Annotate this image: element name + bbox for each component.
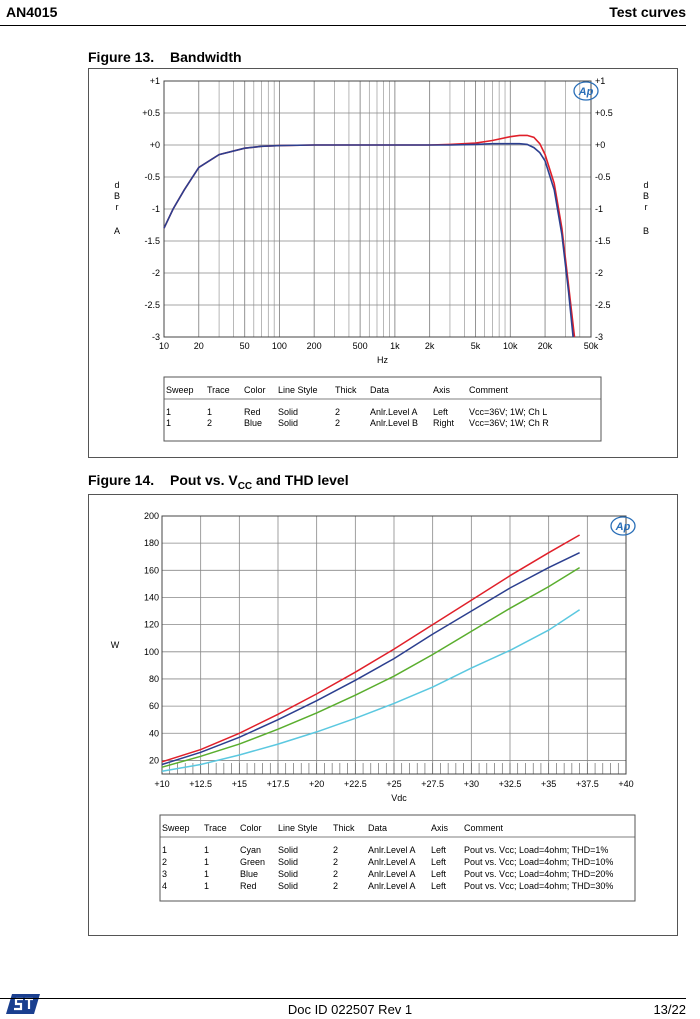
bandwidth-ylabel-right: r [644, 202, 648, 212]
pout-series-cyan [162, 610, 580, 772]
pout-xtick: +40 [618, 779, 634, 789]
header-doc-code: AN4015 [6, 4, 58, 20]
bandwidth-legend-header: Color [244, 385, 266, 395]
pout-legend-cell: Anlr.Level A [368, 869, 416, 879]
bandwidth-legend-cell: 1 [207, 407, 213, 417]
bandwidth-ytick-right: +0 [595, 140, 606, 150]
bandwidth-legend-header: Trace [207, 385, 230, 395]
ap-logo-icon [611, 517, 635, 535]
bandwidth-ylabel-right: B [642, 226, 650, 236]
bandwidth-legend-header: Axis [433, 385, 451, 395]
pout-ytick: 80 [148, 673, 159, 684]
bandwidth-xtick: 500 [352, 341, 368, 351]
pout-ytick: 60 [148, 701, 159, 712]
bandwidth-ytick-right: -1 [595, 204, 604, 214]
bandwidth-legend-cell: 2 [335, 418, 341, 428]
pout-legend-header: Comment [464, 823, 504, 833]
pout-legend-cell: Left [431, 845, 447, 855]
figure-14-caption-post: and THD level [252, 472, 349, 488]
pout-legend-cell: 3 [162, 869, 168, 879]
header-rule [0, 25, 686, 26]
footer-rule [0, 998, 686, 999]
bandwidth-ytick-right: -0.5 [595, 172, 611, 182]
pout-legend-cell: 2 [162, 857, 168, 867]
pout-legend-cell: Left [431, 881, 447, 891]
pout-xtick: +22.5 [343, 779, 367, 789]
bandwidth-ylabel-right: d [643, 180, 649, 190]
bandwidth-legend-cell: Solid [278, 407, 299, 417]
pout-legend-cell: 1 [204, 869, 210, 879]
bandwidth-ytick-left: -1 [151, 204, 160, 214]
pout-legend-cell: Pout vs. Vcc; Load=4ohm; THD=30% [464, 881, 614, 891]
pout-legend-cell: 1 [204, 845, 210, 855]
bandwidth-legend-cell: Left [433, 407, 449, 417]
bandwidth-legend-cell: 2 [335, 407, 341, 417]
pout-legend-header: Thick [333, 823, 355, 833]
pout-legend-header: Color [240, 823, 262, 833]
bandwidth-ytick-right: +1 [595, 76, 606, 86]
header-section: Test curves [609, 4, 686, 20]
pout-xtick: +20 [309, 779, 325, 789]
figure-13-caption: Bandwidth [170, 49, 242, 65]
bandwidth-ytick-left: +0.5 [142, 108, 160, 118]
pout-legend-cell: 2 [333, 857, 339, 867]
bandwidth-ytick-right: -2 [595, 268, 604, 278]
pout-legend-cell: 1 [204, 881, 210, 891]
pout-legend-cell: Green [240, 857, 266, 867]
bandwidth-legend-cell: Vcc=36V; 1W; Ch L [469, 407, 548, 417]
figure-14-number: Figure 14. [88, 472, 155, 488]
bandwidth-chart [89, 69, 677, 457]
bandwidth-xtick: 200 [306, 341, 322, 351]
bandwidth-ytick-right: -1.5 [595, 236, 611, 246]
bandwidth-ylabel-left: A [113, 226, 121, 236]
bandwidth-legend-header: Comment [469, 385, 509, 395]
pout-legend-cell: Anlr.Level A [368, 881, 416, 891]
bandwidth-legend-cell: Anlr.Level B [370, 418, 419, 428]
bandwidth-xtick: 50 [239, 341, 250, 351]
pout-legend-cell: Solid [278, 869, 299, 879]
bandwidth-legend-cell: 2 [207, 418, 213, 428]
pout-legend-cell: Red [240, 881, 257, 891]
pout-legend-cell: Pout vs. Vcc; Load=4ohm; THD=10% [464, 857, 614, 867]
figure-13-title [88, 49, 242, 65]
figure-13-frame [88, 68, 678, 458]
bandwidth-xtick: 20 [193, 341, 204, 351]
bandwidth-legend-header: Line Style [278, 385, 318, 395]
pout-legend-header: Sweep [162, 823, 190, 833]
pout-legend-cell: Solid [278, 857, 299, 867]
pout-ytick: 180 [143, 538, 159, 549]
bandwidth-legend-cell: Right [433, 418, 455, 428]
bandwidth-ylabel-left: B [113, 191, 121, 201]
bandwidth-ytick-left: -2.5 [144, 300, 160, 310]
pout-ytick: 120 [143, 619, 159, 630]
ap-logo-text: Ap [578, 86, 594, 98]
bandwidth-ytick-left: -0.5 [144, 172, 160, 182]
pout-legend-cell: Pout vs. Vcc; Load=4ohm; THD=1% [464, 845, 609, 855]
figure-14-caption-pre: Pout vs. V [170, 472, 238, 488]
pout-ytick: 40 [148, 728, 159, 739]
bandwidth-ytick-left: +0 [149, 140, 160, 150]
pout-series-blue [162, 553, 580, 765]
bandwidth-legend-header: Thick [335, 385, 357, 395]
figure-14-title [88, 472, 349, 492]
ap-logo-icon [574, 82, 598, 100]
figure-13-number: Figure 13. [88, 49, 155, 65]
footer-doc-id: Doc ID 022507 Rev 1 [287, 1002, 413, 1017]
pout-xtick: +27.5 [421, 779, 445, 789]
pout-ytick: 200 [143, 511, 159, 521]
figure-14-caption-sub: CC [237, 480, 253, 492]
bandwidth-xtick: 10 [158, 341, 170, 351]
pout-xtick: +37.5 [575, 779, 599, 789]
pout-legend-cell: 1 [204, 857, 210, 867]
pout-legend-header: Data [368, 823, 388, 833]
pout-legend-cell: Anlr.Level A [368, 857, 416, 867]
pout-legend-cell: Left [431, 857, 447, 867]
bandwidth-ytick-left: -1.5 [144, 236, 160, 246]
bandwidth-series-blue [164, 144, 573, 337]
bandwidth-xtick: 5k [470, 341, 481, 351]
pout-legend-header: Trace [204, 823, 227, 833]
bandwidth-xtick: 1k [390, 341, 400, 351]
pout-ytick: 20 [148, 755, 159, 766]
pout-legend-cell: Pout vs. Vcc; Load=4ohm; THD=20% [464, 869, 614, 879]
pout-ytick: 100 [143, 646, 159, 657]
pout-xtick: +10 [154, 779, 170, 789]
bandwidth-legend-cell: 1 [166, 407, 172, 417]
pout-grid [162, 516, 626, 774]
pout-legend-cell: 2 [333, 881, 339, 891]
bandwidth-legend-cell: Blue [244, 418, 263, 428]
bandwidth-ylabel-left: r [115, 202, 119, 212]
pout-legend-cell: 2 [333, 869, 339, 879]
pout-legend-cell: Solid [278, 845, 299, 855]
bandwidth-legend-cell: Vcc=36V; 1W; Ch R [469, 418, 549, 428]
bandwidth-xlabel: Hz [377, 355, 388, 365]
pout-xlabel: Vdc [391, 793, 407, 803]
pout-legend-cell: 1 [162, 845, 168, 855]
pout-xtick: +32.5 [498, 779, 522, 789]
pout-vs-vcc-chart [89, 495, 677, 935]
bandwidth-ylabel-left: d [114, 180, 120, 190]
ap-logo-text: Ap [615, 521, 631, 533]
pout-legend-cell: Left [431, 869, 447, 879]
pout-xtick: +12.5 [189, 779, 213, 789]
bandwidth-ylabel-right: B [642, 191, 650, 201]
pout-legend-cell: Anlr.Level A [368, 845, 416, 855]
pout-ytick: 140 [143, 592, 159, 603]
pout-legend-cell: Solid [278, 881, 299, 891]
bandwidth-grid [164, 81, 591, 337]
bandwidth-xtick: 50k [583, 341, 599, 351]
bandwidth-legend-cell: Anlr.Level A [370, 407, 418, 417]
bandwidth-legend-cell: 1 [166, 418, 172, 428]
bandwidth-xtick: 2k [424, 341, 435, 351]
pout-ylabel: W [110, 640, 120, 650]
bandwidth-ytick-left: +1 [149, 76, 160, 86]
pout-series-red [162, 535, 580, 762]
pout-xtick: +25 [386, 779, 402, 789]
pout-xtick: +35 [541, 779, 557, 789]
bandwidth-ytick-left: -2 [151, 268, 160, 278]
bandwidth-ytick-right: -3 [595, 332, 604, 342]
pout-xtick: +17.5 [266, 779, 290, 789]
bandwidth-xtick: 10k [503, 341, 518, 351]
bandwidth-legend-cell: Solid [278, 418, 299, 428]
bandwidth-ytick-left: -3 [151, 332, 160, 342]
pout-legend-cell: Cyan [240, 845, 262, 855]
pout-xtick: +15 [231, 779, 247, 789]
pout-legend-cell: 4 [162, 881, 168, 891]
pout-legend-header: Axis [431, 823, 449, 833]
bandwidth-ytick-right: -2.5 [595, 300, 611, 310]
pout-ytick: 160 [143, 565, 159, 576]
pout-legend-cell: Blue [240, 869, 259, 879]
pout-legend-cell: 2 [333, 845, 339, 855]
figure-14-frame [88, 494, 678, 936]
bandwidth-legend-cell: Red [244, 407, 261, 417]
bandwidth-xtick: 20k [537, 341, 553, 351]
footer-page-number: 13/22 [653, 1002, 686, 1017]
bandwidth-legend-header: Sweep [166, 385, 194, 395]
bandwidth-legend-header: Data [370, 385, 390, 395]
bandwidth-xtick: 100 [271, 341, 287, 351]
bandwidth-ytick-right: +0.5 [595, 108, 613, 118]
pout-legend-header: Line Style [278, 823, 318, 833]
pout-xtick: +30 [463, 779, 479, 789]
